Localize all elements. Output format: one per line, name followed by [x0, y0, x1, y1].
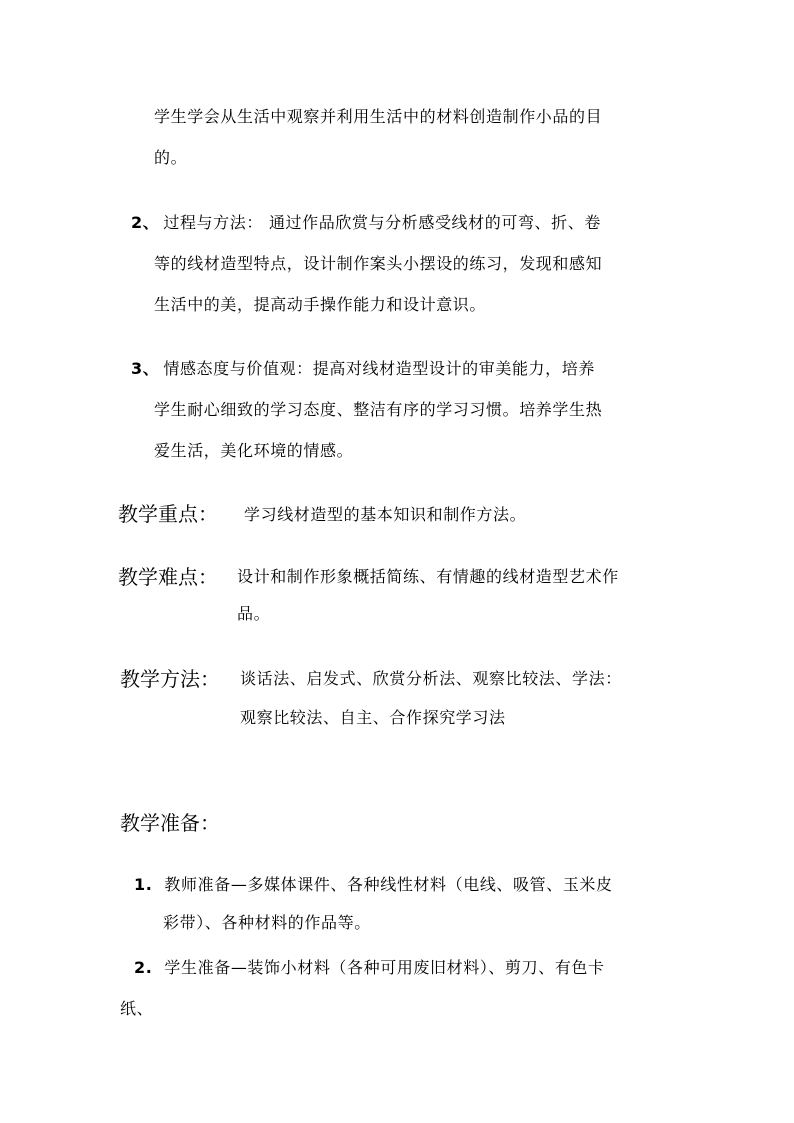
objective-2-label: 过程与方法：	[163, 213, 263, 232]
preparation-1-line-1	[134, 875, 613, 895]
key-points-label: 教学重点：	[118, 502, 218, 526]
objective-3-number: 3、	[131, 359, 160, 378]
objective-2-line-3: 生活中的美，提高动手操作能力和设计意识。	[154, 295, 487, 314]
objective-2-number: 2、	[131, 213, 160, 232]
objective-3-line-2: 学生耐心细致的学习态度、整洁有序的学习习惯。培养学生热	[154, 400, 603, 419]
preparation-2-text: 学生准备—装饰小材料（各种可用废旧材料）、剪刀、有色卡	[164, 958, 605, 977]
preparation-2-number: 2.	[134, 958, 153, 977]
objective-1-line-1: 学生学会从生活中观察并利用生活中的材料创造制作小品的目	[154, 107, 603, 126]
methods-label: 教学方法：	[120, 667, 220, 691]
preparation-1-number: 1.	[134, 875, 153, 894]
preparation-2-line-1	[134, 958, 605, 978]
objective-3-line-1	[131, 359, 595, 379]
methods-line-1: 谈话法、启发式、欣赏分析法、观察比较法、学法：	[240, 669, 622, 688]
preparation-1-text: 教师准备—多媒体课件、各种线性材料（电线、吸管、玉米皮	[164, 875, 613, 894]
objective-3-text: 提高对线材造型设计的审美能力，培养	[312, 359, 595, 378]
objective-1-line-2: 的。	[154, 148, 188, 167]
preparation-2-line-2: 纸、	[120, 999, 154, 1018]
objective-2-text: 通过作品欣赏与分析感受线材的可弯、折、卷	[268, 213, 601, 232]
difficulties-line-2: 品。	[237, 604, 271, 623]
key-points-text: 学习线材造型的基本知识和制作方法。	[244, 505, 527, 524]
objective-3-label: 情感态度与价值观：	[163, 359, 313, 378]
objective-2-line-1	[131, 213, 601, 233]
preparation-heading: 教学准备：	[120, 811, 220, 835]
difficulties-label: 教学难点：	[118, 565, 218, 589]
objective-2-line-2: 等的线材造型特点，设计制作案头小摆设的练习，发现和感知	[154, 254, 603, 273]
objective-3-line-3: 爱生活，美化环境的情感。	[154, 441, 354, 460]
methods-line-2: 观察比较法、自主、合作探究学习法	[240, 708, 506, 727]
preparation-1-line-2: 彩带）、各种材料的作品等。	[163, 913, 371, 932]
difficulties-line-1: 设计和制作形象概括简练、有情趣的线材造型艺术作	[237, 567, 619, 586]
